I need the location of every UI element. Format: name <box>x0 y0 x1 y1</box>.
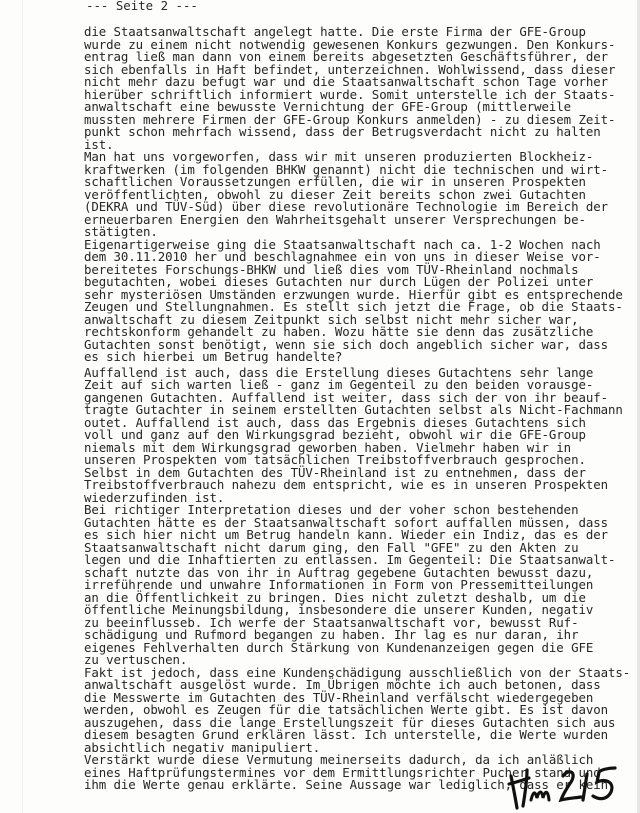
text-line: legen und die Inhaftierten zu entlassen. Im Gegenteil: Die Staatsanwalt- <box>84 552 616 567</box>
text-line: tragte Gutachter in seinem erstellten Gutachten selbst als Nicht-Fachmann <box>84 402 623 417</box>
text-line: diesem besagten Grund erklären lässt. Ich unterstelle, die Werte wurden <box>84 727 608 742</box>
text-line: entrag ließ man dann von einem bereits abgesetzten Geschäftsführer, der <box>84 49 608 64</box>
text-line: hierüber schriftlich informiert wurde. Somit unterstelle ich der Staats- <box>84 86 616 102</box>
page-header: --- Seite 2 --- <box>86 0 198 13</box>
text-line: anwaltschaft ausgelöst wurde. Im Übrigen möchte ich auch betonen, dass <box>84 677 601 692</box>
text-line: erneuerbaren Energien den Wahrheitsgehalt unserer Versprechungen be- <box>84 211 586 227</box>
text-line: Treibstoffverbrauch nahezu dem entspricht, wie es in unseren Prospekten <box>84 477 608 492</box>
document-body <box>84 26 630 792</box>
text-line: kraftwerken (im folgenden BHKW genannt) nicht die technischen und wirt- <box>84 161 608 177</box>
text-line: schädigung und Rufmord begangen zu haben. Ihr lag es nur daran, ihr <box>84 627 579 642</box>
text-line: Selbst in dem Gutachten des TÜV-Rheinland ist zu entnehmen, dass der <box>84 464 586 480</box>
text-line: sehr mysteriösen Umständen erzwungen wurde. Hierfür gibt es entsprechende <box>84 286 623 302</box>
text-line: sich ebenfalls in Haft befindet, unterzeichnen. Wohlwissend, dass dieser <box>84 61 616 77</box>
text-line: unseren Prospekten vom tatsächlichen Treibstoffverbrauch gesprochen. <box>84 452 586 467</box>
text-line: zu beeinflusseb. Ich werfe der Staatsanwaltschaft vor, bewusst Ruf- <box>84 614 579 630</box>
text-line: nicht mehr dazu befugt war und die Staatsanwaltschaft schon Tage vorher <box>84 74 608 89</box>
text-line: schaftlichen Voraussetzungen erfüllen, die wir in unseren Prospekten <box>84 174 586 189</box>
text-line: es sich hierbei um Betrug handelte? <box>84 349 343 364</box>
paragraph <box>84 236 630 364</box>
text-line: werden, obwohl es Zeugen für die tatsächlichen Werte gibt. Es ist davon <box>84 702 608 717</box>
text-line: dem 30.11.2010 her und beschlagnahmee ein von uns in dieser Weise vor- <box>84 249 601 264</box>
text-line: gangenen Gutachten. Auffallend ist weiter, dass sich der von ihr beauf- <box>84 389 608 405</box>
text-line: wiederzufinden ist. <box>84 489 225 505</box>
paragraph <box>84 664 631 755</box>
text-line: wurde zu einem nicht notwendig gewesenen Konkurs gezwungen. Den Konkurs- <box>84 36 616 52</box>
text-line: mussten mehrere Firmen der GFE-Group Konkurs anmelden) - zu diesem Zeit- <box>84 111 616 127</box>
text-line: auszugehen, dass die lange Erstellungszeit für dieses Gutachten sich aus <box>84 714 616 730</box>
text-line: stätigten. <box>84 224 158 239</box>
text-line: anwaltschaft eine bewusste Vernichtung der GFE-Group (mittlerweile <box>84 99 572 114</box>
paragraph <box>84 151 630 239</box>
scan-edge-left <box>22 0 23 813</box>
text-line: öffentliche Meinungsbildung, insbesondere die unserer Kunden, negativ <box>84 602 594 617</box>
text-line: ist. <box>84 136 114 152</box>
text-line: es sich hier nicht um Betrug handeln kann. Wieder ein Indiz, das es der <box>84 527 608 542</box>
text-line: ihm die Werte genau erklärte. Seine Aussage war lediglich, dass er kein <box>84 777 608 792</box>
text-line: die Messwerte im Gutachten des TÜV-Rheinland verfälscht wiedergegeben <box>84 689 594 705</box>
text-line: anwaltschaft zu diesem Zeitpunkt sich selbst nicht mehr sicher war, <box>84 311 579 327</box>
paragraph <box>84 504 630 667</box>
text-line: Bei richtiger Interpretation dieses und der voher schon bestehenden <box>84 502 579 517</box>
text-line: schaft nutzte das von ihr in Auftrag gegebene Gutachten bewusst dazu, <box>84 564 594 580</box>
text-line: zu vertuschen. <box>84 652 188 667</box>
text-line: eines Haftprüfungstermines vor dem Ermittlungsrichter Pucher stand und <box>84 764 601 780</box>
text-line: (DEKRA und TÜV-Süd) über diese revolutionäre Technologie im Bereich der <box>84 199 608 214</box>
text-line: punkt schon mehrfach wissend, dass der Betrugsverdacht nicht zu halten <box>84 124 601 139</box>
text-line: Staatsanwaltschaft nicht darum ging, den Fall "GFE" zu den Akten zu <box>84 539 579 555</box>
text-line: bereitetes Forschungs-BHKW und ließ dies vom TÜV-Rheinland nochmals <box>84 261 579 277</box>
text-line: eigenes Fehlverhalten durch Stärkung von Kundenanzeigen gegen die GFE <box>84 639 594 655</box>
text-line: Zeit auf sich warten ließ - ganz im Gegenteil zu den beiden vorausge- <box>84 377 594 392</box>
text-line: an die Öffentlichkeit zu bringen. Dies nicht zuletzt deshalb, um die <box>84 589 586 605</box>
handwritten-signature <box>505 762 625 812</box>
text-line: Gutachten hätte es der Staatsanwaltschaft sofort auffallen müssen, dass <box>84 514 608 530</box>
paragraph <box>84 26 630 151</box>
text-line: voll und ganz auf den Wirkungsgrad bezieht, obwohl wir die GFE-Group <box>84 427 586 442</box>
text-line: outet. Auffallend ist auch, dass das Ergebnis dieses Gutachtens sich <box>84 414 586 430</box>
text-line: absichtlich negativ manipuliert. <box>84 739 321 755</box>
text-line: irreführende und unwahre Informationen in Form von Pressemitteilungen <box>84 577 594 592</box>
text-line: Zeugen und Stellungnahmen. Es stellt sich jetzt die Frage, ob die Staats- <box>84 299 623 314</box>
text-line: Verstärkt wurde diese Vermutung meinerseits dadurch, da ich anläßlich <box>84 752 594 767</box>
text-line: Auffallend ist auch, dass die Erstellung dieses Gutachtens sehr lange <box>84 364 594 380</box>
text-line: Man hat uns vorgeworfen, dass wir mit unseren produzierten Blockheiz- <box>84 149 594 164</box>
text-line: veröffentlichten, obwohl zu dieser Zeit bereits schon zwei Gutachten <box>84 186 586 202</box>
text-line: die Staatsanwaltschaft angelegt hatte. Die erste Firma der GFE-Group <box>84 24 586 39</box>
paragraph <box>84 364 630 505</box>
text-line: rechtskonform gehandelt zu haben. Wozu hätte sie denn das zusätzliche <box>84 324 594 339</box>
text-line: niemals mit dem Wirkungsgrad geworben haben. Vielmehr haben wir in <box>84 439 572 455</box>
text-line: begutachten, wobei dieses Gutachten nur durch Lügen der Polizei unter <box>84 274 594 289</box>
text-line: Fakt ist jedoch, dass eine Kundenschädigung ausschließlich von der Staats- <box>84 664 631 680</box>
text-line: Gutachten sonst benötigt, wenn sie sich doch angeblich sicher war, dass <box>84 336 608 352</box>
text-line: Eigenartigerweise ging die Staatsanwaltschaft nach ca. 1-2 Wochen nach <box>84 236 601 252</box>
